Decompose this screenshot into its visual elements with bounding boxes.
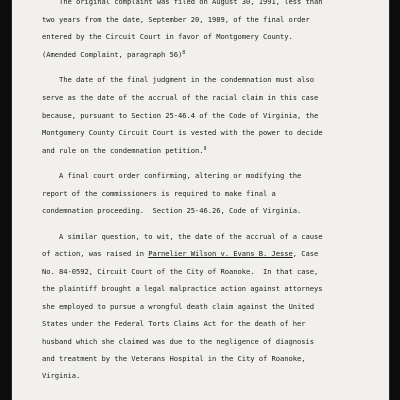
paragraph-4-line-9: Virginia.: [42, 371, 81, 380]
paragraph-4-line-1: A similar question, to wit, the date of the accrual of a cause: [42, 232, 323, 241]
paragraph-2-line-5: and rule on the condemnation petition.$^9$: [42, 146, 207, 155]
paragraph-2-line-4: Montgomery County Circuit Court is vested with the power to decide: [42, 128, 323, 137]
paragraph-3-line-2: report of the commissioners is required to make final a: [42, 189, 276, 198]
paragraph-4-line-5: she employed to pursue a wrongful death claim against the United: [42, 302, 314, 311]
paragraph-2-line-2: serve as the date of the accrual of the racial claim in this case: [42, 93, 319, 102]
paragraph-4-line-7: husband which she claimed was due to the negligence of diagnosis: [42, 337, 314, 346]
case-citation: Parnelier Wilson v. Evans B. Jesse: [148, 249, 293, 258]
paragraph-1-line-3: entered by the Circuit Court in favor of Montgomery County.: [42, 32, 293, 41]
paragraph-1-line-2: two years from the date, September 20, 1989, of the final order: [42, 15, 310, 24]
paragraph-4-line-6: States under the Federal Torts Claims Act for the death of her: [42, 319, 306, 328]
paragraph-4-line-4: the plaintiff brought a legal malpractice action against attorneys: [42, 284, 323, 293]
paragraph-2-line-3: because, pursuant to Section 25-46.4 of the Code of Virginia, the: [42, 111, 319, 120]
paragraph-2-line-1: The date of the final judgment in the condemnation must also: [42, 75, 314, 84]
paragraph-1-line-1: The original complaint was filed on August 30, 1991, less than: [42, 0, 323, 6]
paragraph-4-line-3: No. 84-0592, Circuit Court of the City of Roanoke. In that case,: [42, 267, 319, 276]
paragraph-3-line-3: condemnation proceeding. Section 25-46.26, Code of Virginia.: [42, 206, 302, 215]
footnote-marker-9: 9: [203, 146, 207, 152]
paragraph-3-line-1: A final court order confirming, altering or modifying the: [42, 171, 302, 180]
document-page: [12, 0, 389, 400]
paragraph-4-line-8: and treatment by the Veterans Hospital in the City of Roanoke,: [42, 354, 306, 363]
footnote-marker-8: 8: [182, 50, 186, 56]
paragraph-1-line-4: (Amended Complaint, paragraph 56)$^8$: [42, 50, 186, 59]
paragraph-4-line-2: of action, was raised in Parnelier Wilson v. Evans B. Jesse, Case: [42, 249, 319, 258]
